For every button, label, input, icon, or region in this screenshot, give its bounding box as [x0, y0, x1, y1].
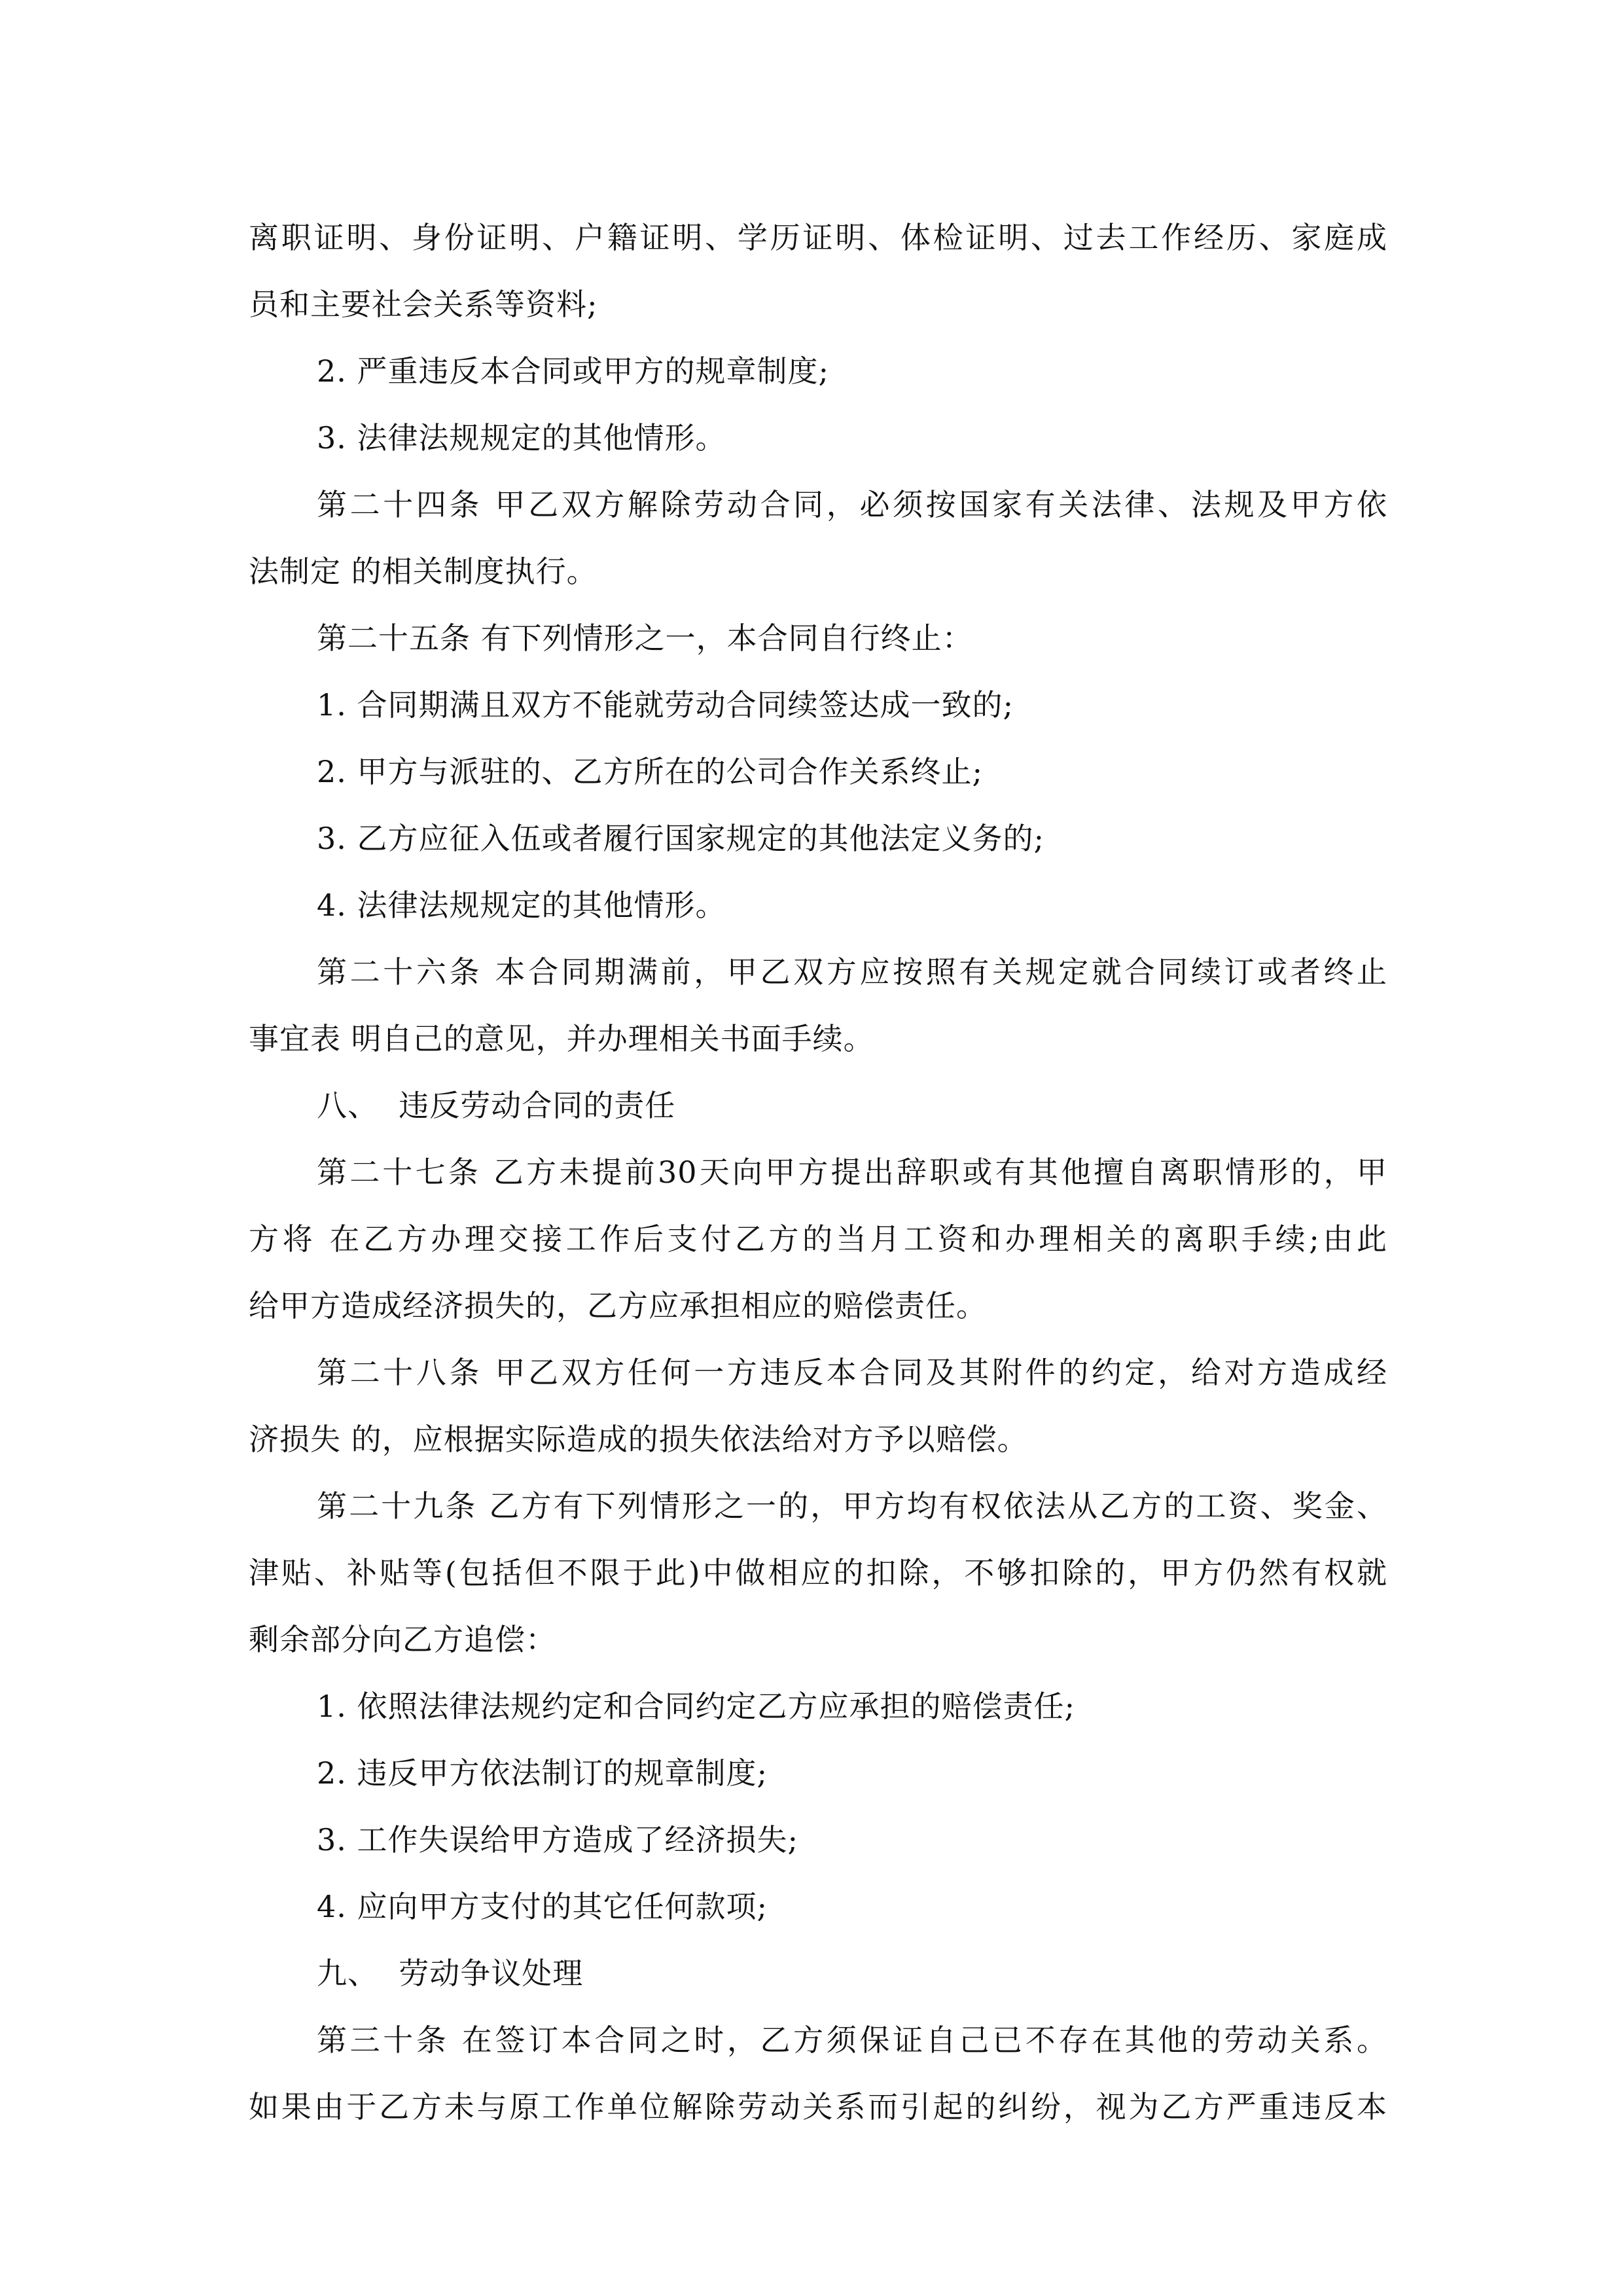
article-paragraph-24: 第二十四条 甲乙双方解除劳动合同，必须按国家有关法律、法规及甲方依 — [317, 487, 1387, 522]
list-item: 2. 严重违反本合同或甲方的规章制度; — [317, 353, 830, 389]
article-paragraph-29: 第二十九条 乙方有下列情形之一的，甲方均有权依法从乙方的工资、奖金、 — [317, 1488, 1387, 1524]
list-item: 4. 法律法规规定的其他情形。 — [317, 888, 726, 923]
article-paragraph-25: 第二十五条 有下列情形之一，本合同自行终止： — [317, 620, 973, 656]
list-item: 3. 法律法规规定的其他情形。 — [317, 420, 726, 456]
list-item: 4. 应向甲方支付的其它任何款项; — [317, 1889, 768, 1924]
text-line: 济损失 的，应根据实际造成的损失依法给对方予以赔偿。 — [249, 1422, 1028, 1457]
list-item: 3. 乙方应征入伍或者履行国家规定的其他法定义务的; — [317, 821, 1045, 856]
section-heading-9: 九、 劳动争议处理 — [317, 1956, 584, 1991]
list-item: 1. 依照法律法规约定和合同约定乙方应承担的赔偿责任; — [317, 1689, 1076, 1724]
text-line: 方将 在乙方办理交接工作后支付乙方的当月工资和办理相关的离职手续;由此 — [249, 1221, 1387, 1257]
text-line: 津贴、补贴等(包括但不限于此)中做相应的扣除，不够扣除的，甲方仍然有权就 — [249, 1555, 1387, 1590]
text-line: 员和主要社会关系等资料; — [249, 287, 598, 322]
text-line: 法制定 的相关制度执行。 — [249, 554, 597, 589]
list-item: 3. 工作失误给甲方造成了经济损失; — [317, 1822, 799, 1857]
list-item: 2. 违反甲方依法制订的规章制度; — [317, 1755, 768, 1791]
document-body — [249, 204, 1387, 2140]
text-line: 剩余部分向乙方追偿： — [249, 1622, 556, 1657]
text-line: 事宜表 明自己的意见，并办理相关书面手续。 — [249, 1021, 874, 1056]
article-paragraph-27: 第二十七条 乙方未提前30天向甲方提出辞职或有其他擅自离职情形的，甲 — [317, 1155, 1387, 1190]
section-heading-8: 八、 违反劳动合同的责任 — [317, 1088, 676, 1123]
list-item: 2. 甲方与派驻的、乙方所在的公司合作关系终止; — [317, 754, 984, 789]
text-line: 如果由于乙方未与原工作单位解除劳动关系而引起的纠纷，视为乙方严重违反本 — [249, 2089, 1387, 2125]
article-paragraph-26: 第二十六条 本合同期满前，甲乙双方应按照有关规定就合同续订或者终止 — [317, 954, 1387, 990]
article-paragraph-28: 第二十八条 甲乙双方任何一方违反本合同及其附件的约定，给对方造成经 — [317, 1355, 1387, 1390]
article-paragraph-30: 第三十条 在签订本合同之时，乙方须保证自己已不存在其他的劳动关系。 — [317, 2022, 1387, 2058]
text-line: 给甲方造成经济损失的，乙方应承担相应的赔偿责任。 — [249, 1288, 987, 1323]
list-item: 1. 合同期满且双方不能就劳动合同续签达成一致的; — [317, 687, 1014, 723]
text-line: 离职证明、身份证明、户籍证明、学历证明、体检证明、过去工作经历、家庭成 — [249, 220, 1387, 255]
